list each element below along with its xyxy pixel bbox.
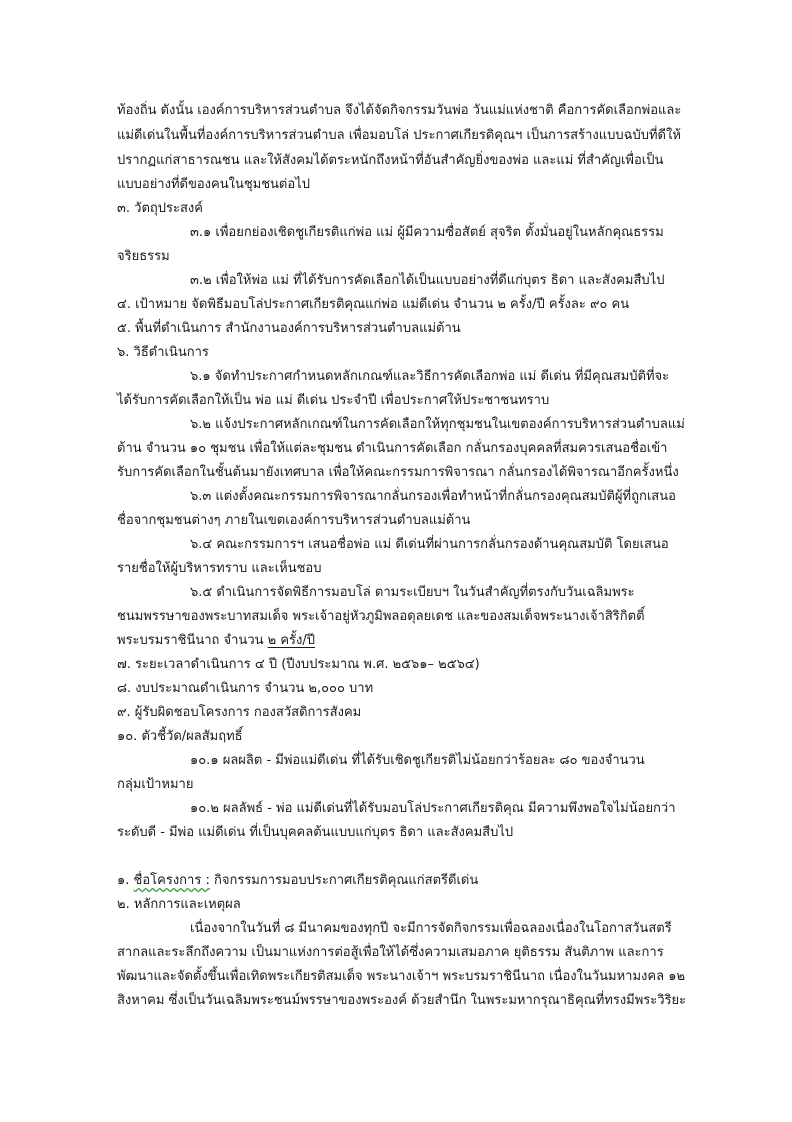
- paragraph-line: แม่ดีเด่นในพื้นที่องค์การบริหารส่วนตำบล เพื่อมอบโล่ ประกาศเกียรติคุณฯ เป็นการสร้างแบบฉบับที่ดีให้: [117, 128, 681, 143]
- underlined-frequency: ๒ ครั้ง/ปี: [267, 633, 316, 648]
- paragraph-line: ๖.๓ แต่งตั้งคณะกรรมการพิจารณากลั่นกรองเพื่อทำหน้าที่กลั่นกรองคุณสมบัติผู้ที่ถูกเสนอ: [190, 489, 676, 504]
- paragraph-line: ๖.๕ ดำเนินการจัดพิธีการมอบโล่ ตามระเบียบฯ ในวันสำคัญที่ตรงกับวันเฉลิมพระ: [190, 585, 635, 600]
- paragraph-line: แบบอย่างที่ดีของคนในชุมชนต่อไป: [117, 177, 310, 192]
- paragraph-line: ๖.๒ แจ้งประกาศหลักเกณฑ์ในการคัดเลือกให้ทุกชุมชนในเขตองค์การบริหารส่วนตำบลแม่: [190, 417, 685, 432]
- paragraph-line: ๓.๑ เพื่อยกย่องเชิดชูเกียรติแก่พ่อ แม่ ผู้มีความซื่อสัตย์ สุจริต ตั้งมั่นอยู่ในหลักคุณธรรม: [190, 225, 664, 240]
- paragraph-line: ๑๐.๑ ผลผลิต - มีพ่อแม่ดีเด่น ที่ได้รับเชิดชูเกียรติไม่น้อยกว่าร้อยละ ๘๐ ของจำนวน: [190, 753, 645, 768]
- paragraph-line: ปรากฏแก่สาธารณชน และให้สังคมได้ตระหนักถึงหน้าที่อันสำคัญยิ่งของพ่อ และแม่ ที่สำคัญเพื่อเป็น: [117, 153, 664, 168]
- paragraph-line: สากลและระลึกถึงความ เป็นมาแห่งการต่อสู้เพื่อให้ได้ซึ่งความเสมอภาค ยุติธรรม สันติภาพ และการ: [117, 945, 664, 960]
- paragraph-line: พัฒนาและจัดตั้งขึ้นเพื่อเทิดพระเกียรติสมเด็จ พระนางเจ้าฯ พระบรมราชินีนาถ เนื่องในวันมหามงคล ๑๒: [117, 969, 686, 984]
- paragraph-line: ๖.๔ คณะกรรมการฯ เสนอชื่อพ่อ แม่ ดีเด่นที่ผ่านการกลั่นกรองด้านคุณสมบัติ โดยเสนอ: [190, 537, 669, 552]
- project-title-label: ชื่อโครงการ :: [133, 873, 210, 888]
- section-heading-budget: ๘. งบประมาณดำเนินการ จำนวน ๒,๐๐๐ บาท: [117, 681, 374, 696]
- paragraph-line: สิงหาคม ซึ่งเป็นวันเฉลิมพระชนม์พรรษาของพระองค์ ด้วยสำนึก ในพระมหากรุณาธิคุณที่ทรงมีพระวิริยะ: [117, 993, 687, 1008]
- section-heading-objectives: ๓. วัตถุประสงค์: [117, 201, 203, 216]
- paragraph-line: ๓.๒ เพื่อให้พ่อ แม่ ที่ได้รับการคัดเลือกได้เป็นแบบอย่างที่ดีแก่บุตร ธิดา และสังคมสืบไป: [190, 273, 665, 288]
- paragraph-line: เนื่องจากในวันที่ ๘ มีนาคมของทุกปี จะมีการจัดกิจกรรมเพื่อฉลองเนื่องในโอกาสวันสตรี: [190, 921, 672, 936]
- paragraph-line: กลุ่มเป้าหมาย: [117, 777, 194, 792]
- paragraph-line: ได้รับการคัดเลือกให้เป็น พ่อ แม่ ดีเด่น ประจำปี เพื่อประกาศให้ประชาชนทราบ: [117, 393, 550, 408]
- paragraph-line: ๖.๑ จัดทำประกาศกำหนดหลักเกณฑ์และวิธีการคัดเลือกพ่อ แม่ ดีเด่น ที่มีคุณสมบัติที่จะ: [190, 369, 670, 384]
- paragraph-line: ชื่อจากชุมชนต่างๆ ภายในเขตเองค์การบริหารส่วนตำบลแม่ต้าน: [117, 513, 471, 528]
- paragraph-line: ชนมพรรษาของพระบาทสมเด็จ พระเจ้าอยู่หัวภูมิพลอดุลยเดช และของสมเด็จพระนางเจ้าสิริกิตติ์: [117, 609, 645, 624]
- section-heading-area: ๕. พื้นที่ดำเนินการ สำนักงานองค์การบริหารส่วนตำบลแม่ต้าน: [117, 321, 461, 336]
- paragraph-line: ท้องถิ่น ดังนั้น เองค์การบริหารส่วนตำบล จึงได้จัดกิจกรรมวันพ่อ วันแม่แห่งชาติ คือการคัดเลือกพ่อและ: [117, 103, 682, 118]
- project-number: ๑.: [117, 873, 134, 888]
- paragraph-line: จริยธรรม: [117, 249, 170, 264]
- section-heading-duration: ๗. ระยะเวลาดำเนินการ ๔ ปี (ปีงบประมาณ พ.ศ. ๒๕๖๑– ๒๕๖๔): [117, 657, 480, 672]
- section-heading-target: ๔. เป้าหมาย จัดพิธีมอบโล่ประกาศเกียรติคุณแก่พ่อ แม่ดีเด่น จำนวน ๒ ครั้ง/ปี ครั้งละ ๙๐ คน: [117, 297, 630, 312]
- paragraph-line: [117, 633, 315, 655]
- project-title-text: กิจกรรมการมอบประกาศเกียรติคุณแก่สตรีดีเด่น: [209, 873, 479, 888]
- project-title-line: [117, 873, 478, 895]
- section-heading-responsible: ๙. ผู้รับผิดชอบโครงการ กองสวัสดิการสังคม: [117, 705, 362, 720]
- section-heading-indicators: ๑๐. ตัวชี้วัด/ผลสัมฤทธิ์: [117, 729, 243, 744]
- paragraph-line: ระดับดี - มีพ่อ แม่ดีเด่น ที่เป็นบุคคลต้นแบบแก่บุตร ธิดา และสังคมสืบไป: [117, 825, 514, 840]
- paragraph-line: ต้าน จำนวน ๑๐ ชุมชน เพื่อให้แต่ละชุมชน ดำเนินการคัดเลือก กลั่นกรองบุคคลที่สมควรเสนอชื่อเข้า: [117, 441, 668, 456]
- paragraph-line: รับการคัดเลือกในชั้นต้นมายังเทศบาล เพื่อให้คณะกรรมการพิจารณา กลั่นกรองได้พิจารณาอีกครั้งหนึ่ง: [117, 465, 679, 480]
- section-heading-method: ๖. วิธีดำเนินการ: [117, 345, 209, 360]
- paragraph-line: รายชื่อให้ผู้บริหารทราบ และเห็นชอบ: [117, 561, 322, 576]
- section-heading-rationale: ๒. หลักการและเหตุผล: [117, 897, 241, 912]
- paragraph-text: พระบรมราชินีนาถ จำนวน: [117, 633, 268, 648]
- paragraph-line: ๑๐.๒ ผลลัพธ์ - พ่อ แม่ดีเด่นที่ได้รับมอบโล่ประกาศเกียรติคุณ มีความพึงพอใจไม่น้อยกว่า: [190, 801, 676, 816]
